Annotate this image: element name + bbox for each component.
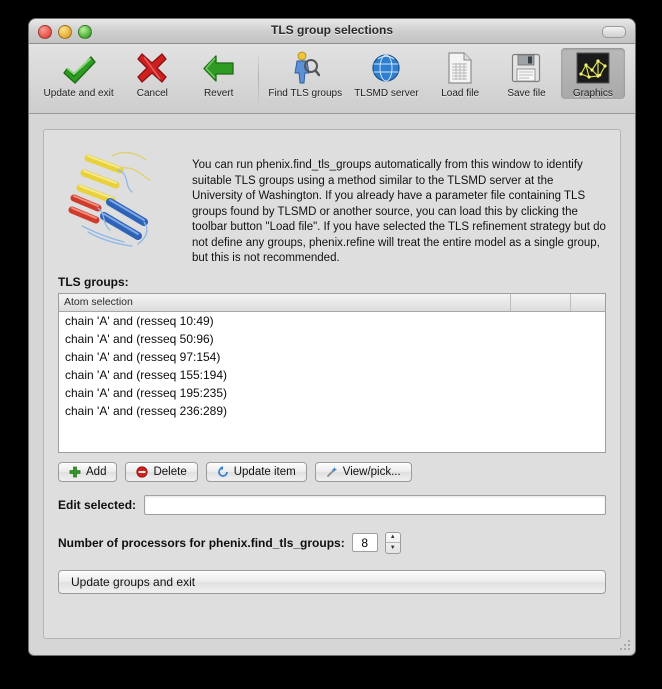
toolbar-load-file-label: Load file (441, 88, 480, 99)
tls-groups-label: TLS groups: (58, 274, 129, 289)
tls-group-selections-window (28, 18, 636, 656)
table-row[interactable]: chain 'A' and (resseq 10:49) (65, 313, 214, 328)
wand-icon (326, 466, 338, 478)
delete-icon (136, 466, 148, 478)
table-row[interactable]: chain 'A' and (resseq 155:194) (65, 367, 228, 382)
toolbar-revert[interactable] (187, 48, 251, 99)
toolbar-graphics[interactable] (561, 48, 625, 99)
molecule-graphics-icon (575, 51, 611, 85)
toolbar-load-file[interactable] (428, 48, 492, 99)
processors-row (58, 532, 606, 554)
list-actions-row (58, 462, 606, 482)
tls-groups-list-body (59, 312, 605, 453)
toolbar-toggle-button[interactable] (602, 26, 626, 38)
column-header-2[interactable] (511, 294, 571, 311)
toolbar-find-tls-groups-label: Find TLS groups (268, 88, 343, 99)
table-row[interactable]: chain 'A' and (resseq 236:289) (65, 403, 228, 418)
edit-selected-row (58, 495, 606, 515)
edit-selected-input[interactable] (144, 495, 606, 515)
toolbar-save-file[interactable] (494, 48, 558, 99)
table-row[interactable]: chain 'A' and (resseq 50:96) (65, 331, 214, 346)
tls-groups-list[interactable] (58, 293, 606, 453)
update-item-button-label: Update item (233, 465, 296, 478)
update-groups-and-exit-button[interactable] (58, 570, 606, 594)
toolbar-update-and-exit[interactable] (39, 48, 118, 99)
toolbar-tlsmd-server[interactable] (347, 48, 426, 99)
toolbar-save-file-label: Save file (507, 88, 546, 99)
toolbar-cancel-label: Cancel (136, 88, 168, 99)
window-title: TLS group selections (270, 23, 393, 37)
toolbar-graphics-label: Graphics (572, 88, 613, 99)
green-check-icon (61, 51, 97, 85)
add-button-label: Add (86, 465, 107, 478)
view-pick-button[interactable] (315, 462, 412, 482)
plus-icon (69, 466, 81, 478)
update-groups-and-exit-label: Update groups and exit (71, 574, 196, 589)
toolbar-tlsmd-server-label: TLSMD server (354, 88, 419, 99)
processors-stepper[interactable] (385, 532, 401, 554)
delete-button-label: Delete (153, 465, 187, 478)
update-item-button[interactable] (206, 462, 307, 482)
protein-ribbon-thumbnail (58, 140, 178, 258)
add-button[interactable] (58, 462, 117, 482)
stepper-up-icon[interactable]: ▲ (389, 534, 396, 541)
table-row[interactable]: chain 'A' and (resseq 195:235) (65, 385, 228, 400)
table-row[interactable]: chain 'A' and (resseq 97:154) (65, 349, 221, 364)
main-toolbar (29, 44, 635, 114)
edit-selected-label: Edit selected: (58, 497, 137, 512)
red-x-icon (134, 51, 170, 85)
column-header-3[interactable] (571, 294, 605, 311)
refresh-icon (217, 466, 229, 478)
intro-text: You can run phenix.find_tls_groups automatically from this window to identify suitable TLS groups using a method similar to the TLSMD server at the University of Washington. If you already have a parameter file containing TLS groups found by TLSMD or another source, you can load this by clicking the toolbar button "Load file". If you have selected the TLS refinement strategy but do not define any groups, phenix.refine will treat the entire model as a single group, but this is not recommended. (192, 159, 606, 264)
window-titlebar[interactable] (29, 19, 635, 44)
toolbar-revert-label: Revert (203, 88, 234, 99)
intro-section (58, 140, 606, 267)
toolbar-find-tls-groups[interactable] (266, 48, 345, 99)
toolbar-update-and-exit-label: Update and exit (43, 88, 114, 99)
stepper-down-icon[interactable]: ▼ (386, 542, 400, 553)
person-search-icon (287, 51, 323, 85)
blue-globe-icon (368, 51, 404, 85)
view-pick-button-label: View/pick... (342, 465, 401, 478)
content-panel (43, 129, 621, 639)
toolbar-cancel[interactable] (120, 48, 184, 99)
processors-label: Number of processors for phenix.find_tls_groups: (58, 535, 345, 550)
document-icon (442, 51, 478, 85)
resize-grip[interactable] (619, 639, 632, 652)
column-header-atom-selection[interactable]: Atom selection (59, 294, 511, 311)
green-arrow-icon (201, 51, 237, 85)
toolbar-separator (258, 50, 259, 106)
delete-button[interactable] (125, 462, 197, 482)
floppy-disk-icon (508, 51, 544, 85)
footer-actions (58, 570, 606, 594)
tls-groups-list-header (59, 294, 605, 312)
processors-input[interactable] (352, 533, 378, 552)
